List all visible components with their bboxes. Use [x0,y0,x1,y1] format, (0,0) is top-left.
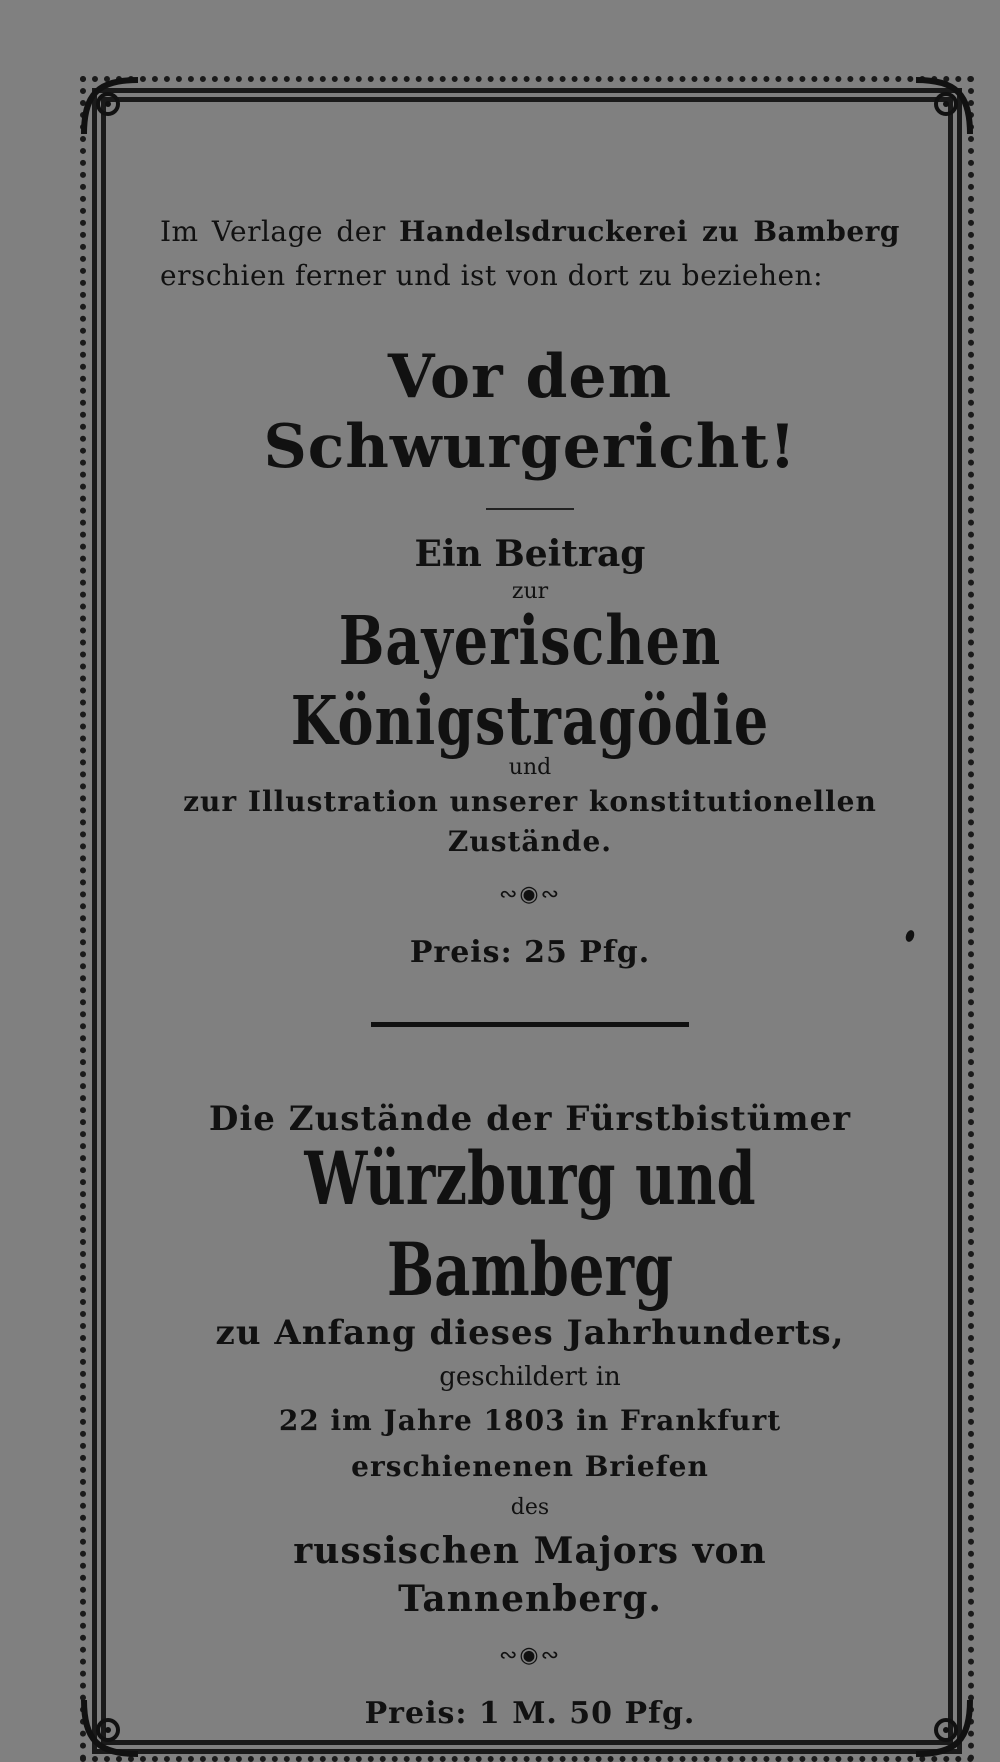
ornament-icon: ∾◉∾ [498,1643,562,1668]
section-divider [371,1022,689,1027]
book2-title: Würzburg und Bamberg [304,1136,756,1314]
ornament-icon: ∾◉∾ [498,882,562,907]
divider [486,508,574,510]
book2-line2: zu Anfang dieses Jahrhunderts, [215,1313,845,1353]
corner-ornament-icon [78,74,148,144]
intro-text: Im Verlage der [160,215,399,248]
book1-price: Preis: 25 Pfg. [409,935,651,970]
book2-line6: des [510,1495,550,1520]
book2-line3: geschildert in [439,1362,621,1392]
book2-line1: Die Zustände der Fürstbistümer [208,1099,852,1139]
intro-text-end: erschien ferner und ist von dort zu beziehen: [160,259,824,292]
book1-subtitle-2: zur Illustration unserer konstitutionellen Zustände. [183,785,877,858]
book2-line4: 22 im Jahre 1803 in Frankfurt [278,1404,782,1437]
publisher-intro [160,210,900,298]
corner-ornament-icon [906,74,976,144]
book2-section [160,1097,900,1731]
book1-zur: zur [511,579,549,604]
book2-line7: russischen Majors von Tannenberg. [293,1530,767,1620]
corner-ornament-icon [78,1690,148,1760]
book1-title: Vor dem Schwurgericht! [263,342,797,482]
book2-line5: erschienenen Briefen [351,1450,709,1483]
book1-subject: Bayerischen Königstragödie [290,600,770,760]
book1-subtitle: Ein Beitrag [414,533,646,575]
book2-price: Preis: 1 M. 50 Pfg. [364,1696,696,1731]
publisher-name: Handelsdruckerei zu Bamberg [398,215,900,248]
corner-ornament-icon [906,1690,976,1760]
ad-content [160,210,900,1731]
book1-und: und [508,755,552,780]
